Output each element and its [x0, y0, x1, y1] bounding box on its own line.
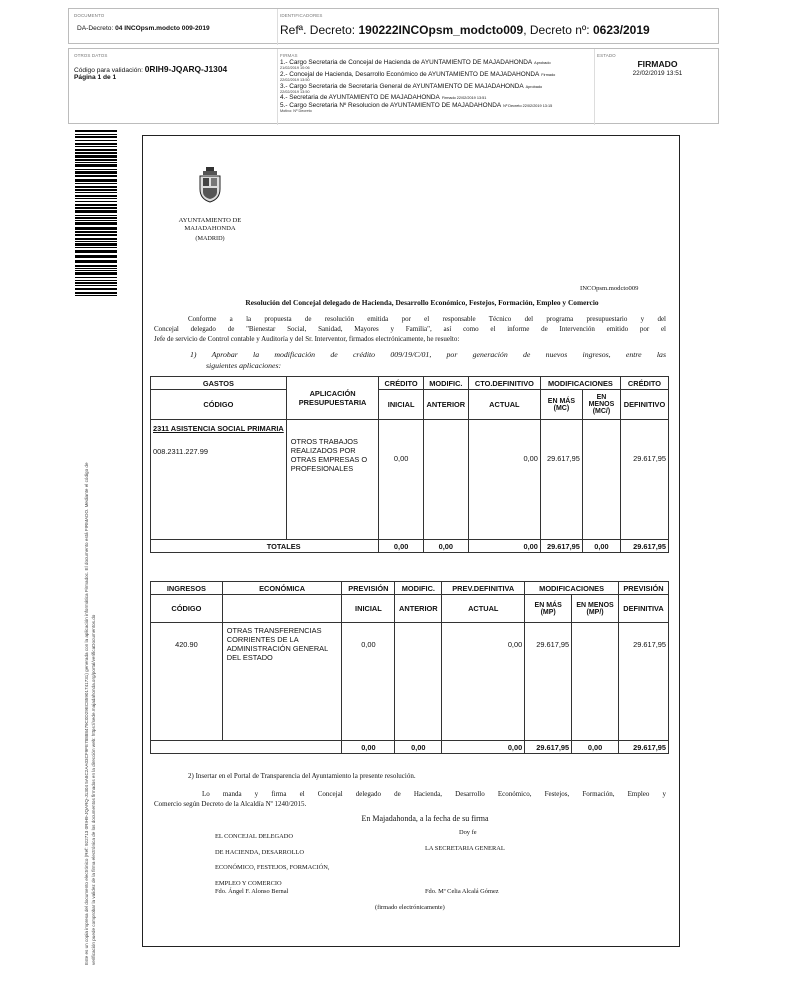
sig-right-doyfe: Doy fe [459, 829, 477, 836]
item-2: 2) Insertar en el Portal de Transparencia del Ayuntamiento la presente resolución. [188, 772, 416, 780]
ingresos-tot-definitivo: 29.617,95 [619, 741, 669, 754]
doc-title: Resolución del Concejal delegado de Hacienda, Desarrollo Económico, Festejos, Formación, Empleo y Comercio [245, 298, 599, 307]
gastos-tot-menos: 0,00 [582, 540, 620, 553]
doc-ref: INCOpsm.modcto009 [580, 285, 639, 292]
gastos-anterior [423, 420, 468, 540]
lugar-fecha: En Majadahonda, a la fecha de su firma [361, 814, 489, 823]
gastos-h-credito: CRÉDITO [379, 377, 423, 390]
ingresos-tot-mas: 29.617,95 [525, 741, 572, 754]
gastos-menos [582, 420, 620, 540]
ingresos-h-prevision: PREVISIÓN [342, 582, 395, 595]
ingresos-mas: 29.617,95 [525, 623, 572, 741]
gastos-h-modific: MODIFIC. [423, 377, 468, 390]
gastos-codigo: 008.2311.227.99 [153, 447, 208, 456]
firmado-electronicamente: (firmado electrónicamente) [375, 904, 445, 911]
ingresos-h-prevdef: PREV.DEFINITIVA [442, 582, 525, 595]
gastos-h-enmenos: EN MENOS (MC/) [582, 390, 620, 420]
gastos-section: 2311 ASISTENCIA SOCIAL PRIMARIA [153, 424, 284, 433]
ingresos-anterior [395, 623, 442, 741]
side-text-2: verificación puede comprobar la validez de la firma electrónica de los documentos firmados en la dirección web: https://sede.majadahonda.org/portal/verificaDocumentos.do [91, 614, 96, 965]
fdo-left: Fdo. Ángel F. Alonso Bernal [215, 888, 289, 895]
gastos-h-credito2: CRÉDITO [620, 377, 668, 390]
firma-date: 22/02/2019 13:50 [280, 78, 310, 83]
documento-value: DA-Decreto: 04 INCOpsm.modcto 009-2019 [77, 25, 210, 32]
pagina: Página 1 de 1 [74, 74, 117, 81]
ingresos-tot-anterior: 0,00 [395, 741, 442, 754]
ingresos-desc: OTRAS TRANSFERENCIAS CORRIENTES DE LA ADMINISTRACIÓN GENERAL DEL ESTADO [222, 623, 342, 741]
gastos-tot-mas: 29.617,95 [540, 540, 582, 553]
ingresos-h-economica: ECONÓMICA [222, 582, 342, 595]
gastos-h-anterior: ANTERIOR [423, 390, 468, 420]
ingresos-h-anterior: ANTERIOR [395, 595, 442, 623]
ingresos-actual: 0,00 [442, 623, 525, 741]
gastos-h-gastos: GASTOS [151, 377, 287, 390]
gastos-totales-label: TOTALES [151, 540, 379, 553]
divider [277, 49, 278, 125]
firmas-label: FIRMAS [280, 53, 298, 58]
otros-label: OTROS DATOS [74, 53, 108, 58]
item-1: 1) Aprobar la modificación de crédito 009/19/C/01, por generación de nuevos ingresos, entre las siguientes aplicaciones: [190, 350, 666, 370]
gastos-tot-anterior: 0,00 [423, 540, 468, 553]
ingresos-totales-label [151, 741, 342, 754]
estado-date: 22/02/2019 13:51 [632, 70, 683, 77]
gastos-h-ctodef: CTO.DEFINITIVO [468, 377, 540, 390]
ingresos-codigo: 420.90 [151, 623, 223, 741]
divider [594, 49, 595, 125]
ingresos-h-prevision2: PREVISIÓN [619, 582, 669, 595]
ingresos-inicial: 0,00 [342, 623, 395, 741]
gastos-tot-definitivo: 29.617,95 [620, 540, 668, 553]
fdo-right: Fdo. Mª Celia Alcalá Gómez [425, 888, 499, 895]
ingresos-table [150, 581, 669, 754]
gastos-tot-actual: 0,00 [468, 540, 540, 553]
ingresos-tot-actual: 0,00 [442, 741, 525, 754]
firma-item: 4.- Secretaria de AYUNTAMIENTO DE MAJADAHONDA Firmado 22/02/2019 13:51 [280, 94, 487, 102]
para-firma: Lo manda y firma el Concejal delegado de Hacienda, Desarrollo Económico, Festejos, Formación, Empleo y Comercio según Decreto de la Alcaldía Nº 1240/2015. [154, 790, 666, 808]
estado-label: ESTADO [597, 53, 616, 58]
firmas-list [280, 58, 600, 114]
gastos-h-actual: ACTUAL [468, 390, 540, 420]
firma-item: 2.- Concejal de Hacienda, Desarrollo Económico de AYUNTAMIENTO DE MAJADAHONDA Firmado [280, 70, 556, 78]
side-text-1: Este es un copia impresa del documento electrónico (Ref: 922713 0RIH9-JQARQ-J1304 5A8C2AA03CF9FE78888479C0D29EC85901741731) generada con la aplicación informática Firmadoc. El documento está FIRMADO. Mediante el código de [84, 462, 89, 965]
sig-right-secretaria: LA SECRETARIA GENERAL [425, 845, 505, 852]
firma-date: 21/02/2019 10:06 [280, 66, 310, 71]
gastos-h-aplicacion: APLICACIÓN PRESUPUESTARIA [286, 377, 379, 420]
gastos-h-inicial: INICIAL [379, 390, 423, 420]
ingresos-h-actual: ACTUAL [442, 595, 525, 623]
firmas-extra: Motivo: Nº Decreto [280, 109, 312, 114]
gastos-definitivo: 29.617,95 [620, 420, 668, 540]
header-firmas-box [68, 48, 719, 124]
header-ident-box [68, 8, 719, 44]
ref-decreto: Refª. Decreto: 190222INCOpsm_modcto009, Decreto nº: 0623/2019 [280, 23, 650, 37]
sig-left: EL CONCEJAL DELEGADO DE HACIENDA, DESARROLLO ECONÓMICO, FESTEJOS, FORMACIÓN, EMPLEO Y COMERCIO [215, 833, 330, 887]
ingresos-h-enmas: EN MÁS (MP) [525, 595, 572, 623]
gastos-mas: 29.617,95 [540, 420, 582, 540]
ingresos-menos [572, 623, 619, 741]
gastos-h-definitivo: DEFINITIVO [620, 390, 668, 420]
coat-of-arms-icon [197, 167, 223, 203]
gastos-actual: 0,00 [468, 420, 540, 540]
firma-item: 3.- Cargo Secretaria de Secretaría General de AYUNTAMIENTO DE MAJADAHONDA Aprobado [280, 82, 543, 90]
ingresos-h-modificaciones: MODIFICACIONES [525, 582, 619, 595]
ingresos-h-codigo: CÓDIGO [151, 595, 223, 623]
ingresos-h-inicial: INICIAL [342, 595, 395, 623]
estado-value: FIRMADO [637, 59, 678, 69]
para-conforme: Conforme a la propuesta de resolución emitida por el responsable Técnico del programa presupuestario y del Concejal delegado de "Bienestar Social, Sanidad, Mayores y Familia", así como el informe de Intervención emitido por el Jefe de servicio de Control contable y Auditoría y del Sr. Interventor, firmados electrónicamente, he resuelto: [154, 315, 666, 343]
documento-label: DOCUMENTO [74, 13, 105, 18]
ingresos-h-enmenos: EN MENOS (MP/) [572, 595, 619, 623]
ingresos-h-ingresos: INGRESOS [151, 582, 223, 595]
gastos-h-enmas: EN MÁS (MC) [540, 390, 582, 420]
barcode [75, 130, 117, 300]
firma-item: 5.- Cargo Secretaria Nº Resolucion de AYUNTAMIENTO DE MAJADAHONDA Nº Decreto 22/02/2019 13:15 [280, 101, 553, 109]
ingresos-h-empty [222, 595, 342, 623]
gastos-desc: OTROS TRABAJOS REALIZADOS POR OTRAS EMPRESAS O PROFESIONALES [286, 420, 379, 540]
ident-label: IDENTIFICADORES [280, 13, 323, 18]
divider [277, 9, 278, 45]
firma-date: 22/02/2019 13:50 [280, 90, 310, 95]
ingresos-h-modific: MODIFIC. [395, 582, 442, 595]
ingresos-definitivo: 29.617,95 [619, 623, 669, 741]
gastos-h-modificaciones: MODIFICACIONES [540, 377, 620, 390]
ingresos-h-definitiva: DEFINITIVA [619, 595, 669, 623]
gastos-table [150, 376, 669, 553]
validacion-code: Código para validación: 0RIH9-JQARQ-J1304 [74, 64, 228, 74]
gastos-codigo-cell [151, 420, 287, 540]
ingresos-tot-menos: 0,00 [572, 741, 619, 754]
firma-item: 1.- Cargo Secretaria de Concejal de Hacienda de AYUNTAMIENTO DE MAJADAHONDA Aprobado [280, 59, 551, 66]
gastos-h-codigo: CÓDIGO [151, 390, 287, 420]
ingresos-tot-inicial: 0,00 [342, 741, 395, 754]
gastos-inicial: 0,00 [379, 420, 423, 540]
gastos-tot-inicial: 0,00 [379, 540, 423, 553]
logo-text: AYUNTAMIENTO DE MAJADAHONDA (MADRID) [178, 217, 242, 242]
